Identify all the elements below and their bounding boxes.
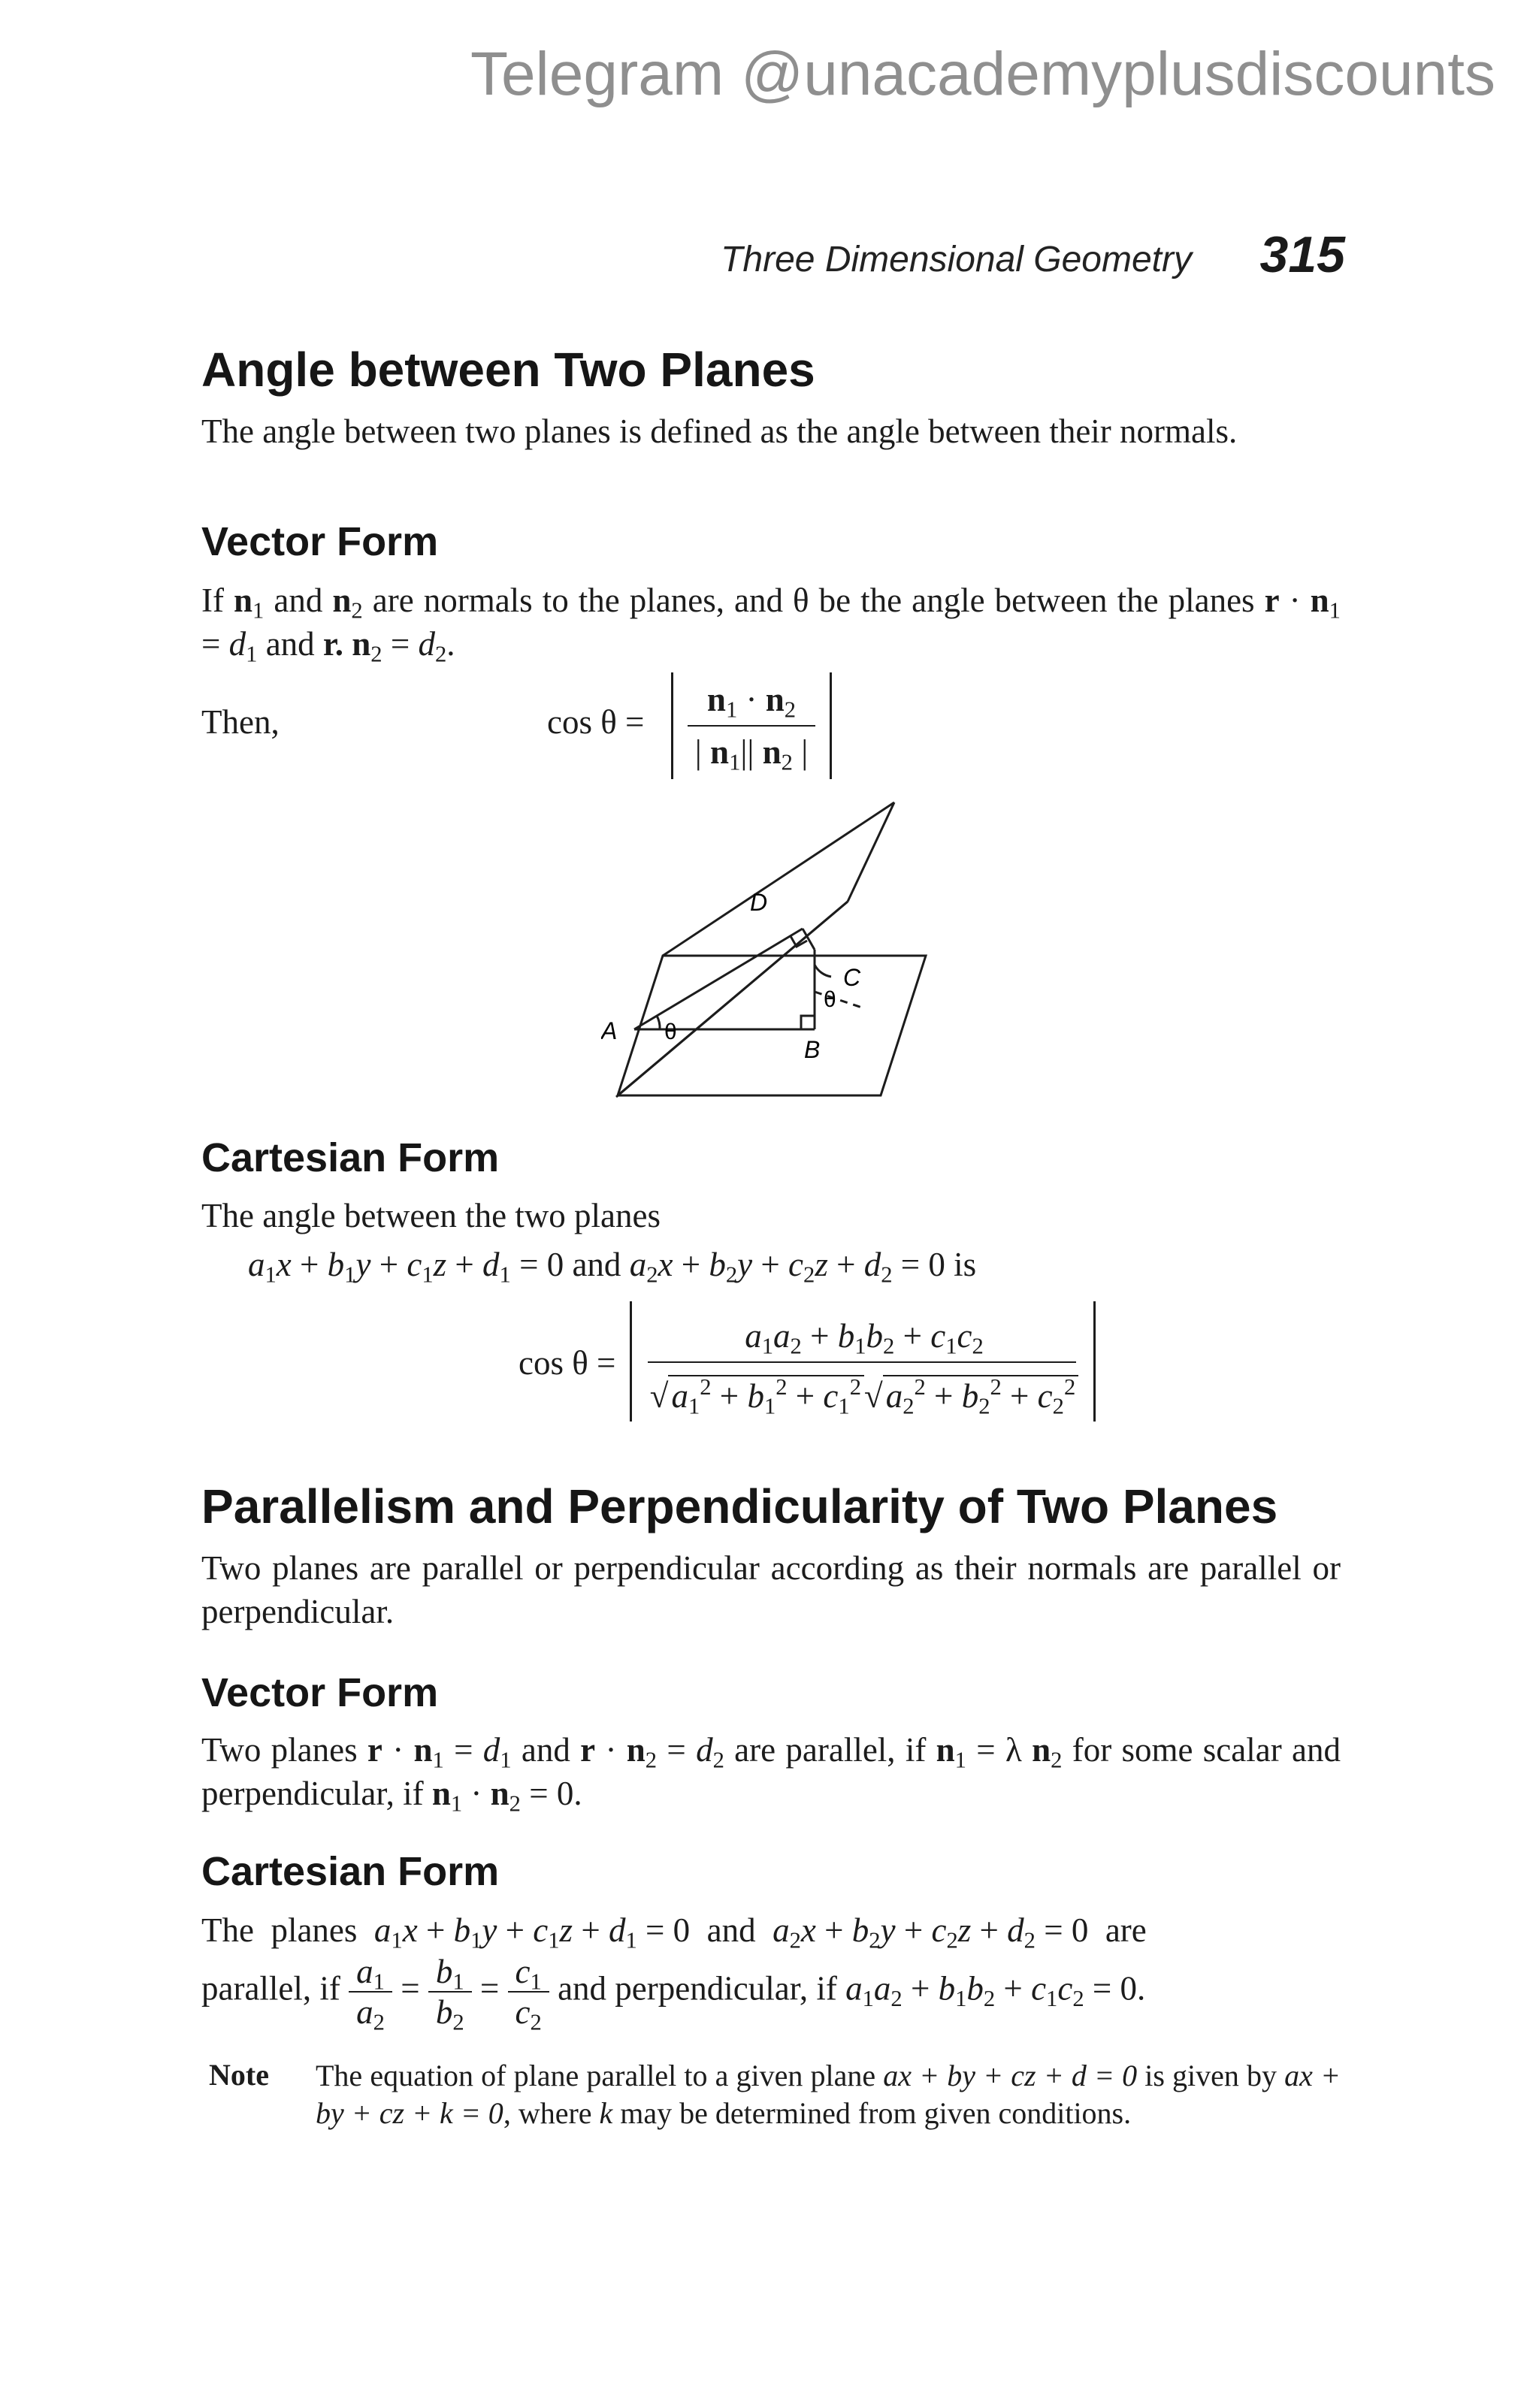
vector-form-heading-2: Vector Form <box>201 1670 439 1715</box>
label-C: C <box>843 964 861 991</box>
label-theta-B: θ <box>824 987 836 1012</box>
vector-cos-lhs: cos θ = <box>547 703 645 741</box>
cartesian-planes-eq: $a_1x + b_1y + c_1z + d_1 = 0$ and $a_2x + b_2y + c_2z + d_2 = 0$ is <box>248 1246 977 1288</box>
note-eq2: ax + by + cz + k = 0 <box>316 2059 1341 2130</box>
note-eq1: ax + by + cz + d = 0 <box>883 2059 1138 2092</box>
label-theta-A: θ <box>664 1020 677 1044</box>
planes-figure <box>601 789 947 1112</box>
watermark: Telegram @unacademyplusdiscounts <box>470 40 1495 108</box>
cartesian-cos-lhs: cos θ = <box>519 1344 616 1382</box>
then-label: Then, <box>201 703 280 741</box>
cartesian-intro: The angle between the two planes <box>201 1197 661 1234</box>
note-text: The equation of plane parallel to a given plane ax + by + cz + d = 0 is given by ax + by + cz + k = 0, where k may be determined from given conditions. <box>316 2059 1341 2130</box>
vector-form-text: If $n_1$ and $n_2$ are normals to the planes, and θ be the angle between the planes $r \cdot n_1 = d_1$ and r. $n_2 = d_2$. <box>201 582 1341 667</box>
section-title-angle-between-planes: Angle between Two Planes <box>201 343 815 397</box>
vector-cos-denominator: | $n_1||$ $n_2$ | <box>694 733 809 775</box>
abs-bar-right <box>830 672 832 779</box>
vector-form-text-2: Two planes $r \cdot n_1 = d_1$ and $r \cdot n_2 = d_2$ are parallel, if $n_1 = \lambda$ $n_2$ for some scalar and perpendicular, if $n_1 \cdot n_2 = 0$. <box>201 1731 1341 1817</box>
abs-bar-left <box>671 672 673 779</box>
fraction-line <box>688 725 815 727</box>
cartesian-form-heading-2: Cartesian Form <box>201 1849 500 1894</box>
cartesian-form-heading: Cartesian Form <box>201 1135 500 1180</box>
label-D: D <box>750 889 768 916</box>
section-title-parallelism: Parallelism and Perpendicularity of Two Planes <box>201 1479 1278 1533</box>
cartesian-cos-denominator: $√a_1^2 + b_1^2 + c_1^2√a_2^2 + b_2^2 + c_2^2$ <box>646 1375 1082 1415</box>
vector-cos-numerator: $n_1 \cdot n_2$ <box>706 681 797 723</box>
label-A: A <box>601 1017 618 1044</box>
section2-intro: Two planes are parallel or perpendicular according as their normals are parallel or perpendicular. <box>201 1549 1341 1630</box>
page-number: 315 <box>1259 226 1345 283</box>
section1-intro: The angle between two planes is defined as the angle between their normals. <box>201 412 1238 450</box>
cart-abs-bar-left <box>630 1301 632 1422</box>
cartesian-text-2-line2: parallel, if $\frac{a_1}{a_2}$ = $\frac{b_1}{b_2}$ = $\frac{c_1}{c_2}$ and perpendicular, if $a_1a_2 + b_1b_2 + c_1c_2 = 0$. <box>201 1953 1146 2035</box>
cart-abs-bar-right <box>1093 1301 1096 1422</box>
cartesian-text-2-line1: The planes $a_1x + b_1y + c_1z + d_1 = 0$ and $a_2x + b_2y + c_2z + d_2 = 0$ are <box>201 1911 1147 1953</box>
label-B: B <box>804 1036 821 1063</box>
note-label: Note <box>209 2058 269 2092</box>
cartesian-cos-numerator: $a_1a_2 + b_1b_2 + c_1c_2$ <box>745 1317 984 1359</box>
cart-fraction-line <box>648 1361 1076 1363</box>
vector-form-heading: Vector Form <box>201 519 439 564</box>
running-title: Three Dimensional Geometry <box>721 240 1192 279</box>
